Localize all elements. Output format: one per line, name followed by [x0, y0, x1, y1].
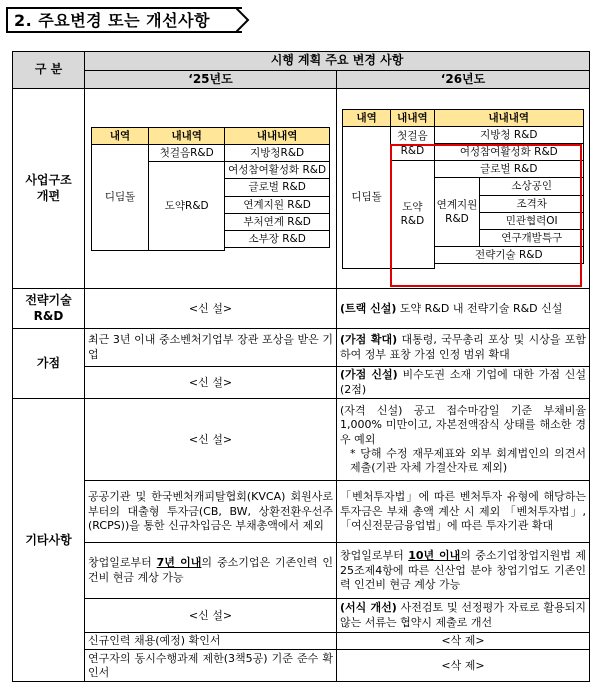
changes-table	[12, 51, 590, 682]
regional-cell: 지방청 R&D	[434, 126, 583, 143]
other-2025-5: 신규인력 채용(예정) 확인서	[85, 633, 337, 650]
ministry-cell: 부처연계 R&D	[225, 213, 330, 230]
other-text-1a: (자격 신설) 공고 접수마감일 기준 부채비율 1,000% 미만이고, 자본전액잠식 상태를 해소한 경우 예외	[340, 403, 587, 446]
restructure-2026-cell	[337, 89, 590, 289]
other-2026-2: 「벤처투자법」에 따른 벤처투자 유형에 해당하는 투자금은 부채 총액 계산 시 제외 「벤처투자법」, 「여신전문금융업법」에 따른 투자기관 확대	[337, 481, 590, 543]
bonus-2025-2: <신 설>	[85, 367, 337, 399]
strategic-label: 전략기술 R&D	[13, 289, 85, 329]
other-2026-5: <삭 제>	[337, 633, 590, 650]
other-text-3c: 창업일로부터	[340, 549, 409, 563]
category-header: 구 분	[13, 52, 85, 89]
other-text-3a: 창업일로부터	[88, 556, 157, 570]
women-cell: 여성참여활성화 R&D	[434, 144, 583, 161]
other-2026-6: <삭 제>	[337, 650, 590, 682]
first-step-cell: 첫걸음R&D	[149, 145, 225, 162]
restructure-2025-cell	[85, 89, 337, 289]
bonus-text-1: 대통령, 국무총리 포상 및 시상을 포함하여 정부 표창 가점 인정 범위 확대	[340, 333, 587, 361]
women-cell: 여성참여활성화 R&D	[225, 162, 330, 179]
other-2025-3	[85, 543, 337, 599]
research-zone-cell: 연구개발특구	[480, 229, 584, 246]
inner-header-3: 내내내역	[225, 127, 330, 144]
other-2026-4	[337, 599, 590, 633]
first-step-cell: 첫걸음 R&D	[391, 126, 434, 160]
public-private-cell: 민관협력OI	[480, 212, 584, 229]
other-tag-4: (서식 개선)	[340, 601, 397, 615]
bonus-2026-1	[337, 329, 590, 367]
title-arrow-decoration	[236, 7, 250, 33]
inner-header-2: 내내역	[149, 127, 225, 144]
strategic-tech-cell: 전략기술 R&D	[434, 247, 583, 264]
leap-cell: 도약R&D	[149, 162, 225, 250]
other-text-3u: 7년 이내	[156, 556, 202, 570]
inner-header-2: 내내역	[391, 109, 434, 126]
strategic-tag: (트랙 신설)	[340, 301, 397, 315]
other-2026-1	[337, 399, 590, 481]
other-text-3v: 10년 이내	[408, 549, 461, 563]
global-cell: 글로벌 R&D	[434, 161, 583, 178]
other-2025-2: 공공기관 및 한국벤처캐피탈협회(KVCA) 회원사로부터의 대출형 투자금(CB, BW, 상환전환우선주(RCPS))을 통한 신규차입금은 부채총액에서 제외	[85, 481, 337, 543]
linked-cell: 연계지원 R&D	[225, 196, 330, 213]
other-text-3b: 의 중소기업은 기존인력 인건비 현금 계상 가능	[88, 556, 333, 584]
other-2025-4: <신 설>	[85, 599, 337, 633]
section-title: 2. 주요변경 또는 개선사항	[14, 11, 210, 30]
bonus-tag-2: (가점 신설)	[340, 368, 398, 382]
other-2025-6: 연구자의 동시수행과제 제한(3책5공) 기준 준수 확인서	[85, 650, 337, 682]
inner-header-1: 내역	[343, 109, 391, 126]
leap-cell: 도약 R&D	[391, 161, 434, 269]
bonus-2025-1: 최근 3년 이내 중소벤처기업부 장관 포상을 받은 기업	[85, 329, 337, 367]
inner-header-1: 내역	[92, 127, 149, 144]
structure-table-2025	[91, 127, 330, 251]
small-biz-cell: 소상공인	[480, 178, 584, 195]
other-2025-1: <신 설>	[85, 399, 337, 481]
structure-table-2026	[342, 109, 584, 269]
linked-cell: 연계지원 R&D	[434, 178, 480, 247]
strategic-2025: <신 설>	[85, 289, 337, 329]
bonus-label: 가점	[13, 329, 85, 399]
other-text-4: 사전검토 및 선정평가 자료로 활용되지 않는 서류는 협약시 제출로 개선	[340, 601, 587, 629]
strategic-text: 도약 R&D 내 전략기술 R&D 신설	[396, 301, 563, 315]
other-text-1b: * 당해 수정 재무제표와 외부 회계법인의 의견서 제출(기관 자체 가결산자료 제외)	[350, 446, 587, 475]
strategic-2026	[337, 289, 590, 329]
ladder-cell: 디딤돌	[343, 126, 391, 268]
main-header: 시행 계획 주요 변경 사항	[85, 52, 590, 71]
bonus-tag-1: (가점 확대)	[340, 333, 398, 347]
tech-gap-cell: 조격차	[480, 195, 584, 212]
other-text-3d: 의 중소기업창업지원법 제25조제4항에 따른 신산업 분야 창업기업도 기존인력 인건비 현금 계상 가능	[340, 549, 587, 591]
inner-header-3: 내내내역	[434, 109, 583, 126]
restructure-label: 사업구조 개편	[13, 89, 85, 289]
regional-cell: 지방청R&D	[225, 145, 330, 162]
year-2025-header: ‘25년도	[85, 70, 337, 89]
bonus-2026-2	[337, 367, 590, 399]
other-label: 기타사항	[13, 399, 85, 682]
parts-cell: 소부장 R&D	[225, 230, 330, 247]
ladder-cell: 디딤돌	[92, 145, 149, 251]
other-2026-3	[337, 543, 590, 599]
global-cell: 글로벌 R&D	[225, 179, 330, 196]
bonus-text-2: 비수도권 소재 기업에 대한 가점 신설(2점)	[340, 368, 587, 396]
year-2026-header: ‘26년도	[337, 70, 590, 89]
